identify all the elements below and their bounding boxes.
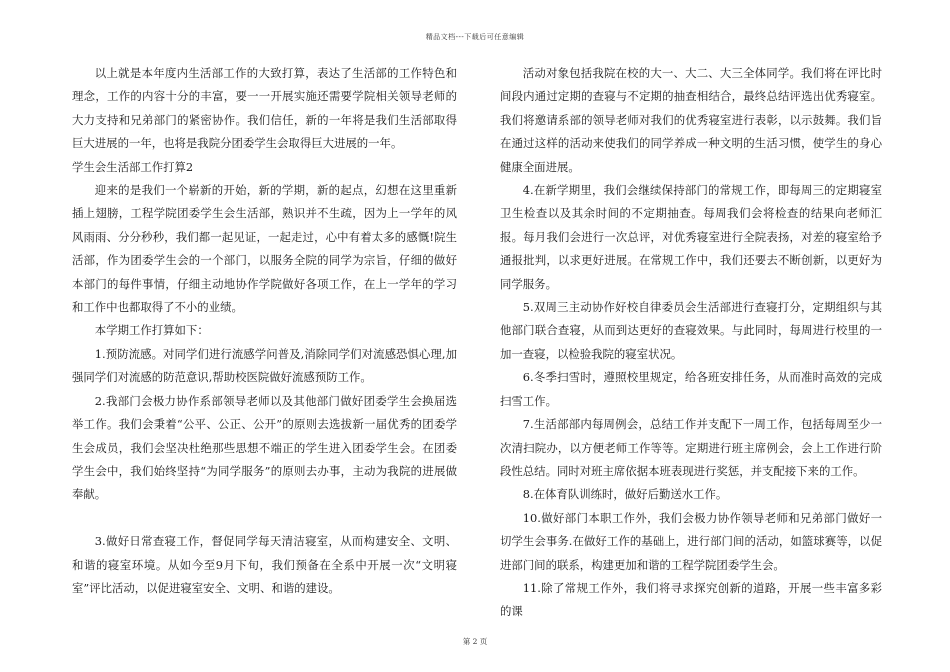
paragraph: 以上就是本年度内生活部工作的大致打算，表达了生活部的工作特色和理念，工作的内容十分的丰富，要一一开展实施还需要学院相关领导老师的大力支持和兄弟部门的紧密协作。我们信任，新的一年将是我们生活部取得巨大进展的一年，也将是我院分团委学生会取得巨大进展的一年。 bbox=[72, 66, 457, 151]
paragraph: 11.除了常规工作外，我们将寻求探究创新的道路，开展一些丰富多彩的课 bbox=[500, 580, 882, 619]
left-column bbox=[72, 62, 457, 600]
section-title: 学生会生活部工作打算2 bbox=[72, 159, 194, 174]
paragraph: 5.双周三主动协作好校自律委员会生活部进行查寝打分，定期组织与其他部门联合查寝，从而到达更好的查寝效果。与此同时，每周进行校里的一加一查寝，以检验我院的寝室状况。 bbox=[500, 300, 882, 361]
page-header: 精品文档---下载后可任意编辑 bbox=[425, 33, 525, 41]
paragraph: 10.做好部门本职工作外，我们会极力协作领导老师和兄弟部门做好一切学生会事务.在做好工作的基础上，进行部门间的活动，如篮球赛等，以促进部门间的联系，构建更加和谐的工程学院团委学生会。 bbox=[500, 510, 882, 572]
paragraph: 活动对象包括我院在校的大一、大二、大三全体同学。我们将在评比时间段内通过定期的查寝与不定期的抽查相结合，最终总结评选出优秀寝室。我们将邀请系部的领导老师对我们的优秀寝室进行表彰，以示鼓舞。我们旨在通过这样的活动来使我们的同学养成一种文明的生活习惯，使学生的身心健康全面进展。 bbox=[500, 66, 882, 174]
paragraph: 6.冬季扫雪时，遵照校里规定，给各班安排任务，从而准时高效的完成扫雪工作。 bbox=[500, 370, 882, 408]
paragraph: 2.我部门会极力协作系部领导老师以及其他部门做好团委学生会换届选举工作。我们会秉着“公平、公正、公开”的原则去选拔新一届优秀的团委学生会成员，我们会坚决杜绝那些思想不端正的学生进入团委学生会。在团委学生会中，我们始终坚持“为同学服务”的原则去办事，主动为我院的进展做奉献。 bbox=[72, 393, 457, 502]
paragraph: 1.预防流感。对同学们进行流感学问普及,消除同学们对流感恐惧心理,加强同学们对流感的防范意识,帮助校医院做好流感预防工作。 bbox=[72, 346, 457, 385]
right-column bbox=[500, 62, 882, 624]
paragraph: 4.在新学期里，我们会继续保持部门的常规工作，即每周三的定期寝室卫生检查以及其余时间的不定期抽查。每周我们会将检查的结果向老师汇报。每月我们会进行一次总评，对优秀寝室进行全院表扬，对差的寝室给予通报批判，以求更好进展。在常规工作中，我们还要去不断创新，以更好为同学服务。 bbox=[500, 183, 882, 291]
page-number: 第 2 页 bbox=[462, 637, 488, 646]
paragraph: 7.生活部部内每周例会，总结工作并支配下一周工作，包括每周至少一次清扫院办，以方便老师工作等等。定期进行班主席例会，会上工作进行阶段性总结。同时对班主席依据本班表现进行奖惩，并支配接下来的工作。 bbox=[500, 417, 882, 478]
paragraph: 8.在体育队训练时，做好后勤送水工作。 bbox=[522, 487, 728, 502]
paragraph: 迎来的是我们一个崭新的开始，新的学期，新的起点，幻想在这里重新插上翅膀，工程学院团委学生会生活部，熟识并不生疏，因为上一学年的风风雨雨、分分秒秒，我们都一起见证，一起走过，心中有着太多的感慨!院生活部，作为团委学生会的一个部门，以服务全院的同学为宗旨，仔细的做好本部门的每件事情，仔细主动地协作学院做好各项工作，在上一学年的学习和工作中也都取得了不小的业绩。 bbox=[72, 183, 457, 315]
paragraph: 本学期工作打算如下： bbox=[94, 323, 209, 338]
paragraph: 3.做好日常查寝工作，督促同学每天清洁寝室，从而构建安全、文明、和谐的寝室环境。从如今至9月下旬，我们预备在全系中开展一次“文明寝室”评比活动，以促进寝室安全、文明、和谐的建设。 bbox=[72, 534, 457, 595]
